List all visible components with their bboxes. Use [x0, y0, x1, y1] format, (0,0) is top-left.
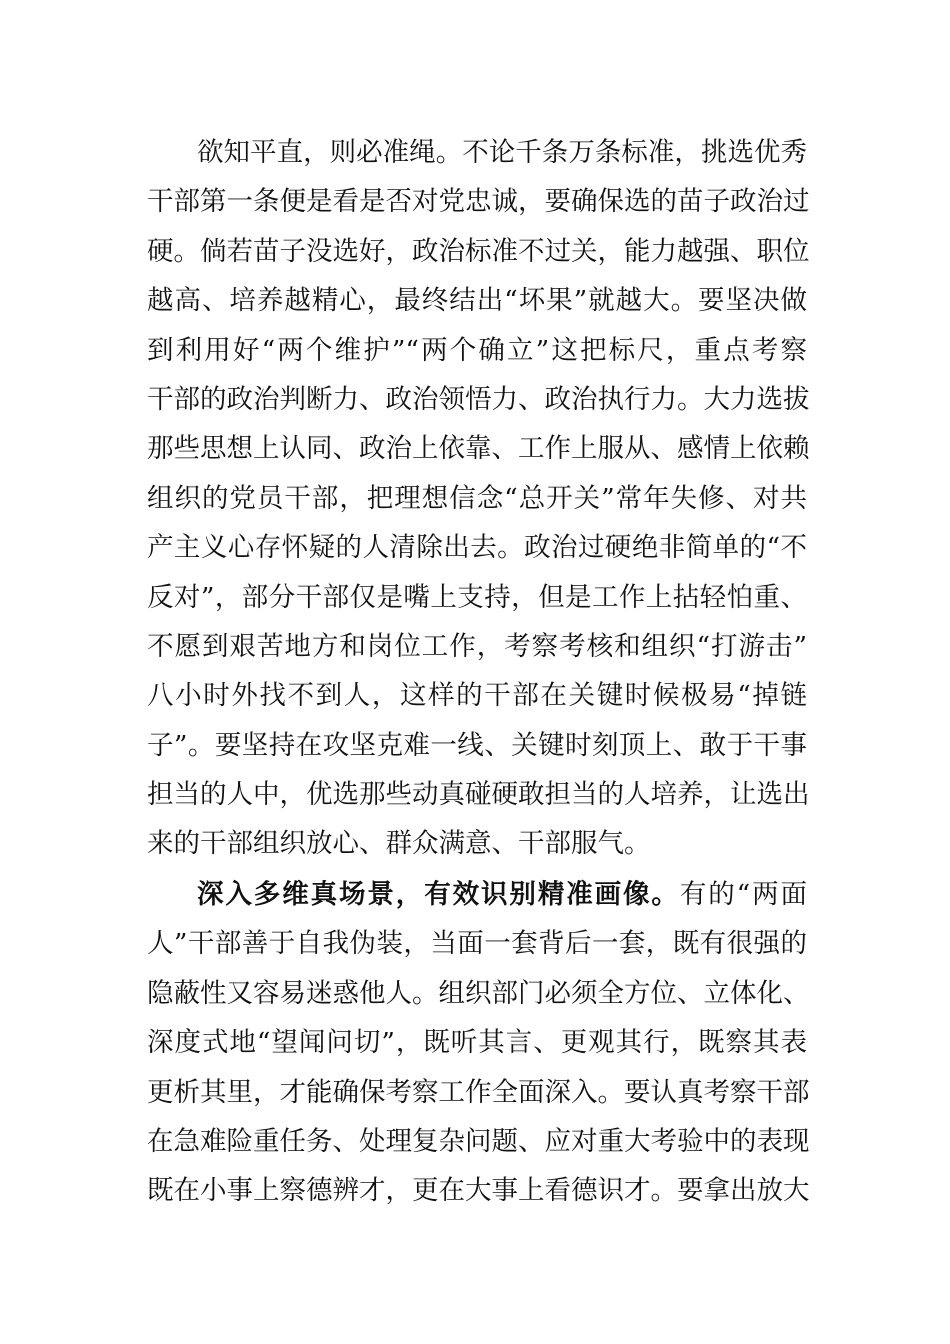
- heading-line-rest: 有的“两面: [679, 879, 807, 910]
- text-line: 欲知平直，则必准绳。不论千条万条标准，挑选优秀: [197, 137, 807, 168]
- text-line: 反对”，部分干部仅是嘴上支持，但是工作上拈轻怕重、: [147, 581, 807, 613]
- text-line: 更析其里，才能确保考察工作全面深入。要认真考察干部: [147, 1076, 810, 1108]
- text-line: 子”。要坚持在攻坚克难一线、关键时刻顶上、敢于干事: [147, 729, 807, 761]
- text-line: [147, 870, 807, 919]
- text-line: 既在小事上察德辨才，更在大事上看德识才。要拿出放大: [147, 1175, 810, 1207]
- text-line: 越高、培养越精心，最终结出“坏果”就越大。要坚决做: [147, 285, 807, 317]
- text-line: 干部的政治判断力、政治领悟力、政治执行力。大力选拔: [147, 383, 810, 415]
- paragraph-political-standard: [147, 128, 810, 869]
- text-line: 隐蔽性又容易迷惑他人。组织部门必须全方位、立体化、: [147, 977, 810, 1009]
- text-line: 来的干部组织放心、群众满意、干部服气。: [147, 828, 651, 860]
- text-line: 深度式地“望闻问切”，既听其言、更观其行，既察其表: [147, 1027, 807, 1059]
- text-line: 不愿到艰苦地方和岗位工作，考察考核和组织“打游击”: [147, 630, 807, 662]
- text-line: 那些思想上认同、政治上依靠、工作上服从、感情上依赖: [147, 433, 810, 465]
- text-line: 到利用好“两个维护”“两个确立”这把标尺，重点考察: [147, 334, 807, 366]
- text-line: 干部第一条便是看是否对党忠诚，要确保选的苗子政治过: [147, 186, 810, 218]
- text-line: 人”干部善于自我伪装，当面一套背后一套，既有很强的: [147, 928, 807, 960]
- text-line: 组织的党员干部，把理想信念“总开关”常年失修、对共: [147, 482, 807, 514]
- text-line: 产主义心存怀疑的人清除出去。政治过硬绝非简单的“不: [147, 532, 807, 564]
- text-line: 八小时外找不到人，这样的干部在关键时候极易“掉链: [147, 680, 807, 712]
- text-line: 担当的人中，优选那些动真碰硬敢担当的人培养，让选出: [147, 779, 810, 811]
- text-line: 在急难险重任务、处理复杂问题、应对重大考验中的表现: [147, 1125, 810, 1157]
- paragraph-heading: 深入多维真场景，有效识别精准画像。: [197, 879, 680, 910]
- paragraph-multi-scenario: [147, 870, 810, 1216]
- text-line: 硬。倘若苗子没选好，政治标准不过关，能力越强、职位: [147, 235, 810, 267]
